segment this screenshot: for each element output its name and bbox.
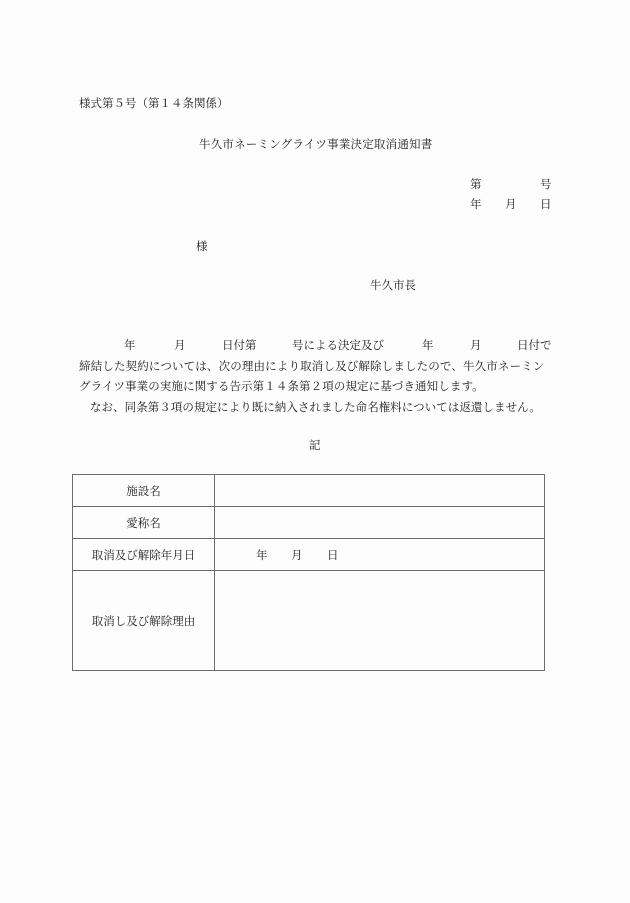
facility-name-field[interactable] <box>215 475 545 507</box>
nickname-field[interactable] <box>215 507 545 539</box>
ki-heading: 記 <box>309 438 321 452</box>
cancellation-reason-label: 取消し及び解除理由 <box>73 571 215 671</box>
body-line1-day2: 日付で <box>517 338 552 352</box>
cancellation-date-year: 年 <box>256 547 268 562</box>
record-table <box>72 474 545 671</box>
body-line1-day-no: 日付第 <box>222 338 257 352</box>
issue-date-month: 月 <box>505 197 517 211</box>
facility-name-label: 施設名 <box>73 475 215 507</box>
cancellation-date-field[interactable] <box>215 539 545 571</box>
table-row <box>73 475 545 507</box>
form-number: 様式第５号（第１４条関係） <box>79 96 229 110</box>
body-line4: なお、同条第３項の規定により既に納入されました命名権料については返還しません。 <box>90 400 541 414</box>
document-title: 牛久市ネーミングライツ事業決定取消通知書 <box>199 137 433 151</box>
table-row <box>73 507 545 539</box>
cancellation-date-day: 日 <box>327 547 339 562</box>
addressee-honorific: 様 <box>196 239 208 253</box>
body-line1-month2: 月 <box>470 338 482 352</box>
body-line1-year: 年 <box>124 338 136 352</box>
issue-date-year: 年 <box>470 197 482 211</box>
reference-number-prefix: 第 <box>470 177 482 191</box>
cancellation-date-month: 月 <box>291 547 303 562</box>
body-line2: 締結した契約については、次の理由により取消し及び解除しましたので、牛久市ネーミン <box>79 359 545 373</box>
table-row <box>73 571 545 671</box>
body-line1-decision: 号による決定及び <box>292 338 384 352</box>
cancellation-reason-field[interactable] <box>215 571 545 671</box>
sender-name: 牛久市長 <box>370 278 416 292</box>
issue-date-day: 日 <box>540 197 552 211</box>
body-line3: グライツ事業の実施に関する告示第１４条第２項の規定に基づき通知します。 <box>79 379 484 393</box>
table-row <box>73 539 545 571</box>
body-line1-month: 月 <box>174 338 186 352</box>
body-line1-year2: 年 <box>422 338 434 352</box>
nickname-label: 愛称名 <box>73 507 215 539</box>
cancellation-date-label: 取消及び解除年月日 <box>73 539 215 571</box>
reference-number-suffix: 号 <box>540 177 552 191</box>
